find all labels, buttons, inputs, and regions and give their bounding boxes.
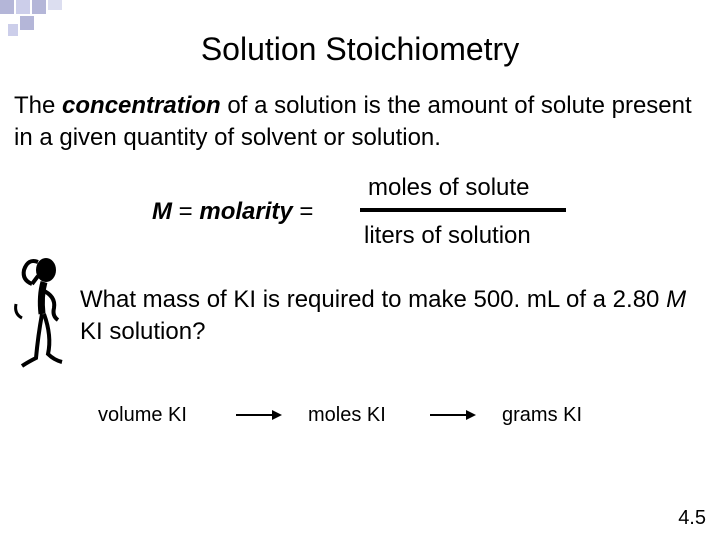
- fraction-bar: [360, 208, 566, 212]
- thinking-stick-figure-icon: [8, 256, 72, 372]
- flow-step-grams: grams KI: [502, 404, 583, 426]
- intro-paragraph: [14, 90, 714, 154]
- molarity-equation-left: [152, 196, 313, 228]
- question-unit: M: [666, 286, 687, 313]
- page-number: 4.5: [678, 507, 706, 529]
- intro-text-after: of a solution is the amount of solute present in a given quantity of solvent or solution.: [14, 92, 692, 151]
- intro-text-before: The: [14, 92, 63, 119]
- equals-sign-1: =: [172, 198, 200, 225]
- molarity-symbol: M: [152, 198, 172, 225]
- fraction-denominator: liters of solution: [364, 222, 531, 249]
- question-text: [80, 284, 710, 348]
- equals-sign-2: =: [292, 198, 314, 225]
- fraction-numerator: moles of solute: [368, 174, 530, 201]
- molarity-word: molarity: [199, 198, 293, 225]
- flow-step-volume: volume KI: [98, 404, 187, 426]
- flow-step-moles: moles KI: [308, 404, 386, 426]
- right-arrow-icon: [236, 407, 282, 423]
- slide-title: Solution Stoichiometry: [200, 31, 520, 67]
- right-arrow-icon: [430, 407, 476, 423]
- intro-term: concentration: [62, 92, 221, 119]
- question-after: KI solution?: [80, 318, 206, 345]
- question-before: What mass of KI is required to make 500. mL of a 2.80: [80, 286, 667, 313]
